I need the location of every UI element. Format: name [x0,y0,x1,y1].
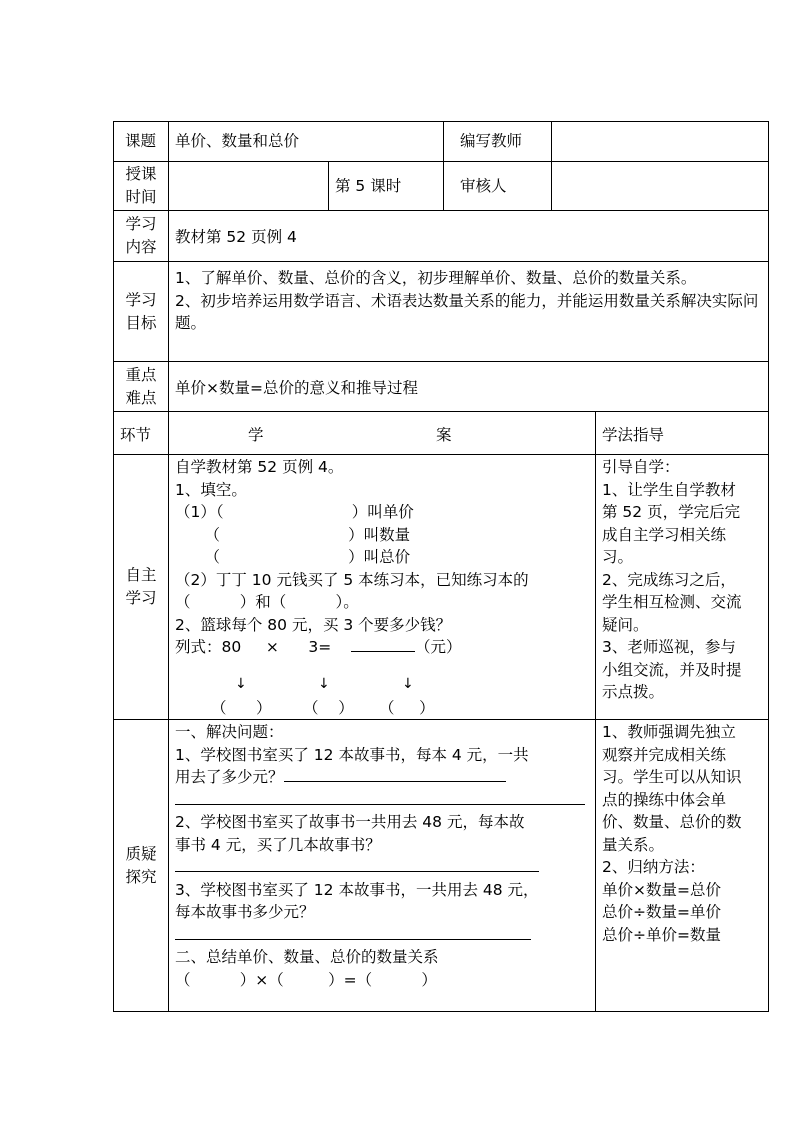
selfstudy-content [175,456,593,659]
problem-1-line-1: 1、学校图书室买了 12 本故事书，每本 4 元，一共 [175,745,529,764]
time-label: 授课时间 [125,165,157,206]
q2-line-1: （2）丁丁 10 元钱买了 5 本练习本，已知练习本的 [175,570,529,589]
content-label: 学习内容 [125,215,157,256]
inquiry-label: 质疑探究 [125,845,157,886]
reviewer-label: 审核人 [460,177,507,195]
selfstudy-label: 自主学习 [125,566,157,607]
plan-header-b: 案 [436,426,452,444]
goal-2: 2、初步培养运用数学语言、术语表达数量关系的能力，并能运用数量关系解决实际问题。 [175,291,759,332]
guide-header: 学法指导 [602,426,665,444]
summary-title: 二、总结单价、数量、总价的数量关系 [175,948,439,966]
answer-line-1 [175,789,593,812]
plan-header-a: 学 [248,426,264,444]
answer-line-3 [175,924,593,947]
down-arrow-icon: ↓ [318,676,330,692]
goal-1: 1、了解单价、数量、总价的含义，初步理解单价、数量、总价的数量关系。 [175,269,697,287]
problem-2-line-2: 事书 4 元，买了几本故事书？ [175,835,381,854]
down-arrow-icon: ↓ [235,676,247,692]
author-label: 编写教师 [460,132,523,150]
paren-price: （ ） [211,699,272,717]
fill-title: 1、填空。 [175,480,247,499]
problem-2-line-1: 2、学校图书室买了故事书一共用去 48 元，每本故 [175,813,525,831]
lesson-plan-table [113,121,769,1012]
q3: 2、篮球每个 80 元，买 3 个要多少钱？ [175,615,452,634]
period-value: 第 5 课时 [335,177,402,195]
stage-header: 环节 [120,426,152,444]
answer-line-2 [175,856,593,879]
keypoints-value: 单价×数量=总价的意义和推导过程 [175,379,418,397]
problem-3-line-1: 3、学校图书室买了 12 本故事书，一共用去 48 元， [175,880,539,899]
goals-text [175,267,767,335]
fill-3: （ ）叫总价 [175,548,411,566]
paren-quantity: （ ） [303,699,354,717]
problem-1-line-2: 用去了多少元？ [175,766,593,789]
formula-line: 列式：80 × 3= （元） [175,638,462,656]
topic-value: 单价、数量和总价 [175,132,300,150]
keypoints-label: 重点难点 [125,366,157,407]
inquiry-guide: 1、教师强调先独立 观察并完成相关练 习。学生可以从知识 点的操练中体会单 价、数量、总价的数 量关系。 2、归纳方法： 单价×数量=总价 总价÷数量=单价 总价÷单价=数量 [602,723,742,944]
content-value: 教材第 52 页例 4 [175,228,297,246]
down-arrow-icon: ↓ [402,676,414,692]
goals-label: 学习目标 [125,291,157,332]
fill-2: （ ）叫数量 [175,525,411,544]
paren-total: （ ） [379,699,435,717]
problem-3-line-2: 每本故事书多少元？ [175,903,315,921]
topic-label: 课题 [124,132,156,150]
summary-formula: （ ）×（ ）=（ ） [175,970,437,989]
selfstudy-intro: 自学教材第 52 页例 4。 [175,458,344,476]
inquiry-title: 一、解决问题： [175,723,284,741]
fill-1: （1）（ ）叫单价 [175,503,414,521]
q2-line-2: （ ）和（ ）。 [175,593,359,611]
selfstudy-guide: 引导自学： 1、让学生自学教材 第 52 页，学完后完 成自主学习相关练 习。 2、完成练习之后， 学生相互检测、交流 疑问。 3、老师巡视，参与 小组交流，并及时提 示点拨。 [602,458,742,701]
inquiry-content [175,721,593,991]
